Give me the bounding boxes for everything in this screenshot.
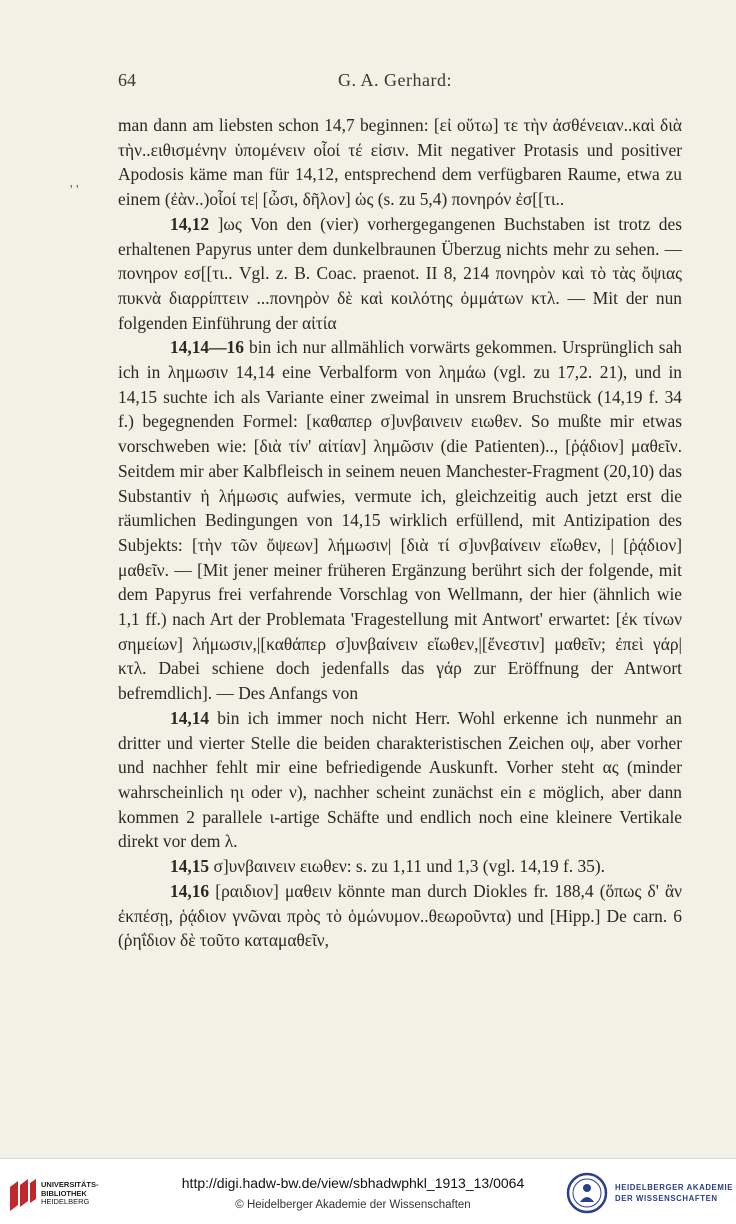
paragraph-5-text: σ]υνβαινειν ειωθεν: s. zu 1,11 und 1,3 (vgl. 14,19 f. 35). [209, 856, 606, 877]
paragraph-6-text: [ραιδιον] μαθειν könnte man durch Diokles fr. 188,4 (ὅπως δ' ἂν ἐκπέσῃ, ῥᾴδιον γνῶναι πρὸς τὸ ὁμώνυμον..θεωροῦντα) und [Hipp.] De carn. 6 (ῥηΐδιον δὲ τοῦτο καταμαθεῖν, [118, 880, 682, 951]
paragraph-4-text: bin ich immer noch nicht Herr. Wohl erkenne ich nunmehr an dritter und vierter Stelle die beiden charakteristischen Zeichen οψ, aber vorher und nachher fehlt mir eine befriedigende Auskunft. Vorher steht ας (minder wahrscheinlich ηι oder ν), nachher scheint zunächst ein ε möglich, aber dann kommen 2 parallele ι-artige Schäfte und endlich noch eine kleinere Vertikale direkt vor dem λ. [118, 707, 682, 852]
paragraph-1 [118, 113, 682, 212]
line-reference: 14,15 [170, 856, 210, 877]
paragraph-4 [118, 706, 682, 854]
university-library-logo-icon[interactable] [6, 1177, 38, 1213]
paragraph-3 [118, 335, 682, 706]
line-reference: 14,16 [170, 880, 210, 901]
page-header [118, 70, 682, 94]
running-title: G. A. Gerhard: [338, 70, 452, 90]
line-reference: 14,12 [170, 213, 210, 234]
paragraph-2-text: ]ως Von den (vier) vorhergegangenen Buchstaben ist trotz des erhaltenen Papyrus unter dem dunkelbraunen Überzug nichts mehr zu sehen. — πονηρον εσ[[τι.. Vgl. z. B. Coac. praenot. II 8, 214 πονηρὸν καὶ τὸ τὰς ὄψιας πυκνὰ διαρρίπτειν ...πονηρὸν δὲ καὶ κοιλότης ὀμμάτων κτλ. — Mit der nun folgenden Einführung der αἰτία [118, 213, 682, 333]
paragraph-5 [118, 854, 682, 879]
line-reference: 14,14 [170, 707, 210, 728]
line-reference: 14,14—16 [170, 337, 244, 358]
university-library-name: UNIVERSITÄTS- BIBLIOTHEK HEIDELBERG [41, 1180, 99, 1206]
body-text [118, 113, 682, 953]
page-number: 64 [118, 70, 136, 90]
paragraph-6 [118, 879, 682, 953]
paragraph-2 [118, 212, 682, 336]
permalink-url[interactable]: http://digi.hadw-bw.de/view/sbhadwphkl_1913_13/0064 [181, 1175, 525, 1191]
margin-mark: ' ' [70, 183, 79, 198]
viewer-footer [0, 1158, 736, 1224]
copyright-notice: © Heidelberger Akademie der Wissenschaften [235, 1199, 471, 1211]
academy-name: HEIDELBERGER AKADEMIE DER WISSENSCHAFTEN [615, 1183, 734, 1203]
academy-seal-icon[interactable] [566, 1172, 608, 1214]
paragraph-3-text: bin ich nur allmählich vorwärts gekommen. Ursprünglich sah ich in λημωσιν 14,14 eine Verbalform von λημάω (vgl. zu 17,2. 21), und in 14,15 suchte ich als Variante einer zweimal in unsrem Bruchstück (14,19 f. 34 f.) begegnenden Formel: [καθαπερ σ]υνβαινειν ειωθεν. So mußte mir etwas vorschweben wie: [διὰ τίν' αἰτίαν] λημῶσιν (die Patienten).., [ῥᾴδιον] μαθεῖν. Seitdem mir aber Kalbfleisch in seinem neuen Manchester-Fragment (20,10) das Substantiv ἡ λήμωσις aufwies, vermute ich, gleichzeitig auch jetzt erst die räumlichen Bedingungen von 14,15 wirklich erfüllend, mit Antizipation des Subjekts: [τὴν τῶν ὄψεων] λήμωσιν| [διὰ τί σ]υνβαίνειν εἴωθεν, | [ῥᾴδιον] μαθεῖν. — [Mit jener meiner früheren Ergänzung berührt sich der folgende, mit dem Papyrus frei verfahrende Vorschlag von Wellmann, der hier (ähnlich wie 1,1 ff.) nach Art der Problemata 'Fragestellung mit Antwort' erwartet: [ἐκ τίνων σημείων] λήμωσιν,|[καθάπερ σ]υνβαίνειν εἴωθεν,|[ἔνεστιν] μαθεῖν; ἐπεὶ γάρ| κτλ. Dabei schiene doch jedenfalls das γάρ zur Eröffnung der Antwort befremdlich]. — Des Anfangs von [118, 337, 682, 704]
paragraph-1-text: man dann am liebsten schon 14,7 beginnen: [εἰ οὕτω] τε τὴν ἀσθένειαν..καὶ διὰ τὴν..ειθισμένην ὑπομένειν οἷοί τέ εἰσιν. Mit negativer Protasis und positiver Apodosis käme man für 14,12, entsprechend dem verfügbaren Raume, etwa zu einem (ἐὰν..)οἷοί τε| [ὦσι, δῆλον] ὡς (s. zu 5,4) πονηρόν ἐσ[[τι.. [118, 115, 682, 210]
